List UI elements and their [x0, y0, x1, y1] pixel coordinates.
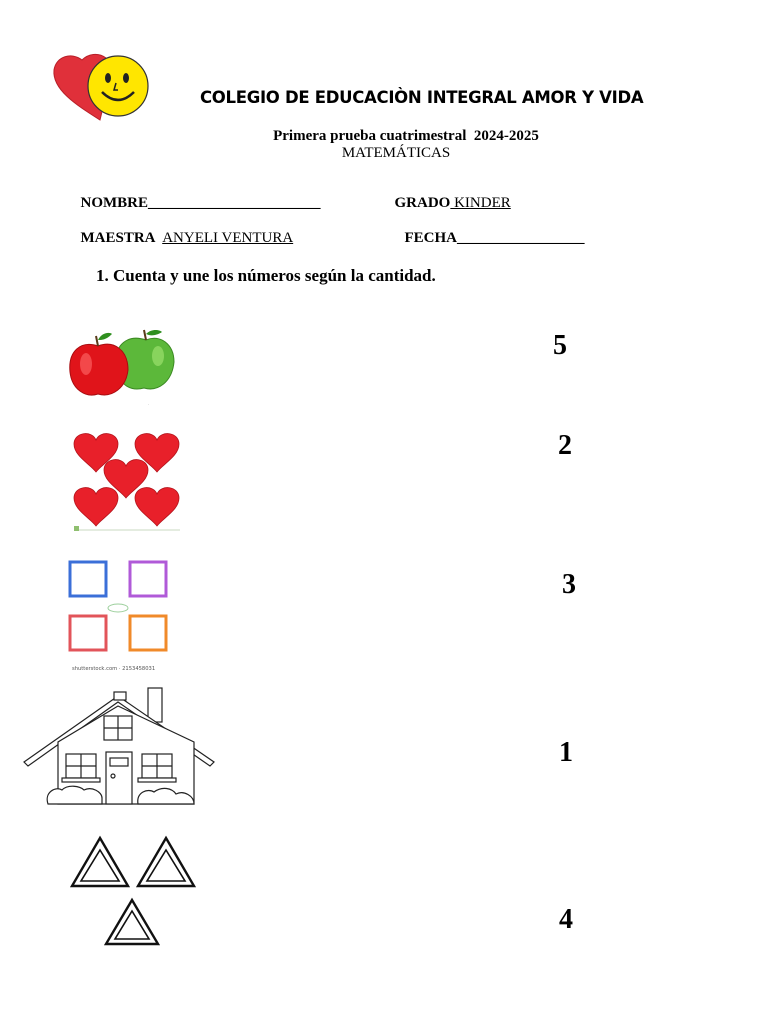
purple-square: [130, 562, 166, 596]
number-option: 2: [558, 430, 572, 461]
date-field: [397, 213, 585, 247]
name-field: [73, 178, 321, 212]
triangles-icon: [68, 834, 198, 948]
grade-label: GRADO: [394, 195, 451, 211]
heart: [74, 488, 118, 526]
number-option: 5: [553, 330, 567, 361]
squares-icon: [66, 558, 178, 676]
date-label: FECHA: [404, 230, 457, 246]
heart: [135, 488, 179, 526]
red-square: [70, 616, 106, 650]
orange-square: [130, 616, 166, 650]
number-option: 3: [562, 569, 576, 600]
hearts-icon: [72, 432, 182, 534]
number-option: 4: [559, 904, 573, 935]
squares-caption: shutterstock.com · 2153458031: [72, 666, 156, 672]
heart-smiley-logo: [50, 50, 154, 124]
triangle: [138, 838, 194, 886]
name-label: NOMBRE: [80, 195, 148, 211]
apples-icon: [66, 326, 178, 408]
exam-title: Primera prueba cuatrimestral 2024-2025: [273, 128, 539, 144]
teacher-label: MAESTRA: [80, 230, 156, 246]
number-option: 1: [559, 737, 573, 768]
red-apple: [70, 333, 128, 395]
instruction: 1. Cuenta y une los números según la cantidad.: [96, 266, 436, 285]
house-icon: [22, 686, 218, 808]
date-blank: _________________: [457, 230, 585, 246]
teacher-value: ANYELI VENTURA: [162, 230, 294, 246]
teacher-field: [73, 213, 293, 247]
apples-watermark: ·: [148, 402, 150, 407]
subject: MATEMÁTICAS: [341, 145, 451, 161]
triangle: [72, 838, 128, 886]
name-blank: _______________________: [148, 195, 321, 211]
triangle: [106, 900, 158, 944]
grade-value: KINDER: [450, 195, 511, 211]
school-name: COLEGIO DE EDUCACIÒN INTEGRAL AMOR Y VIDA: [200, 88, 644, 107]
grade-field: [387, 178, 511, 212]
blue-square: [70, 562, 106, 596]
